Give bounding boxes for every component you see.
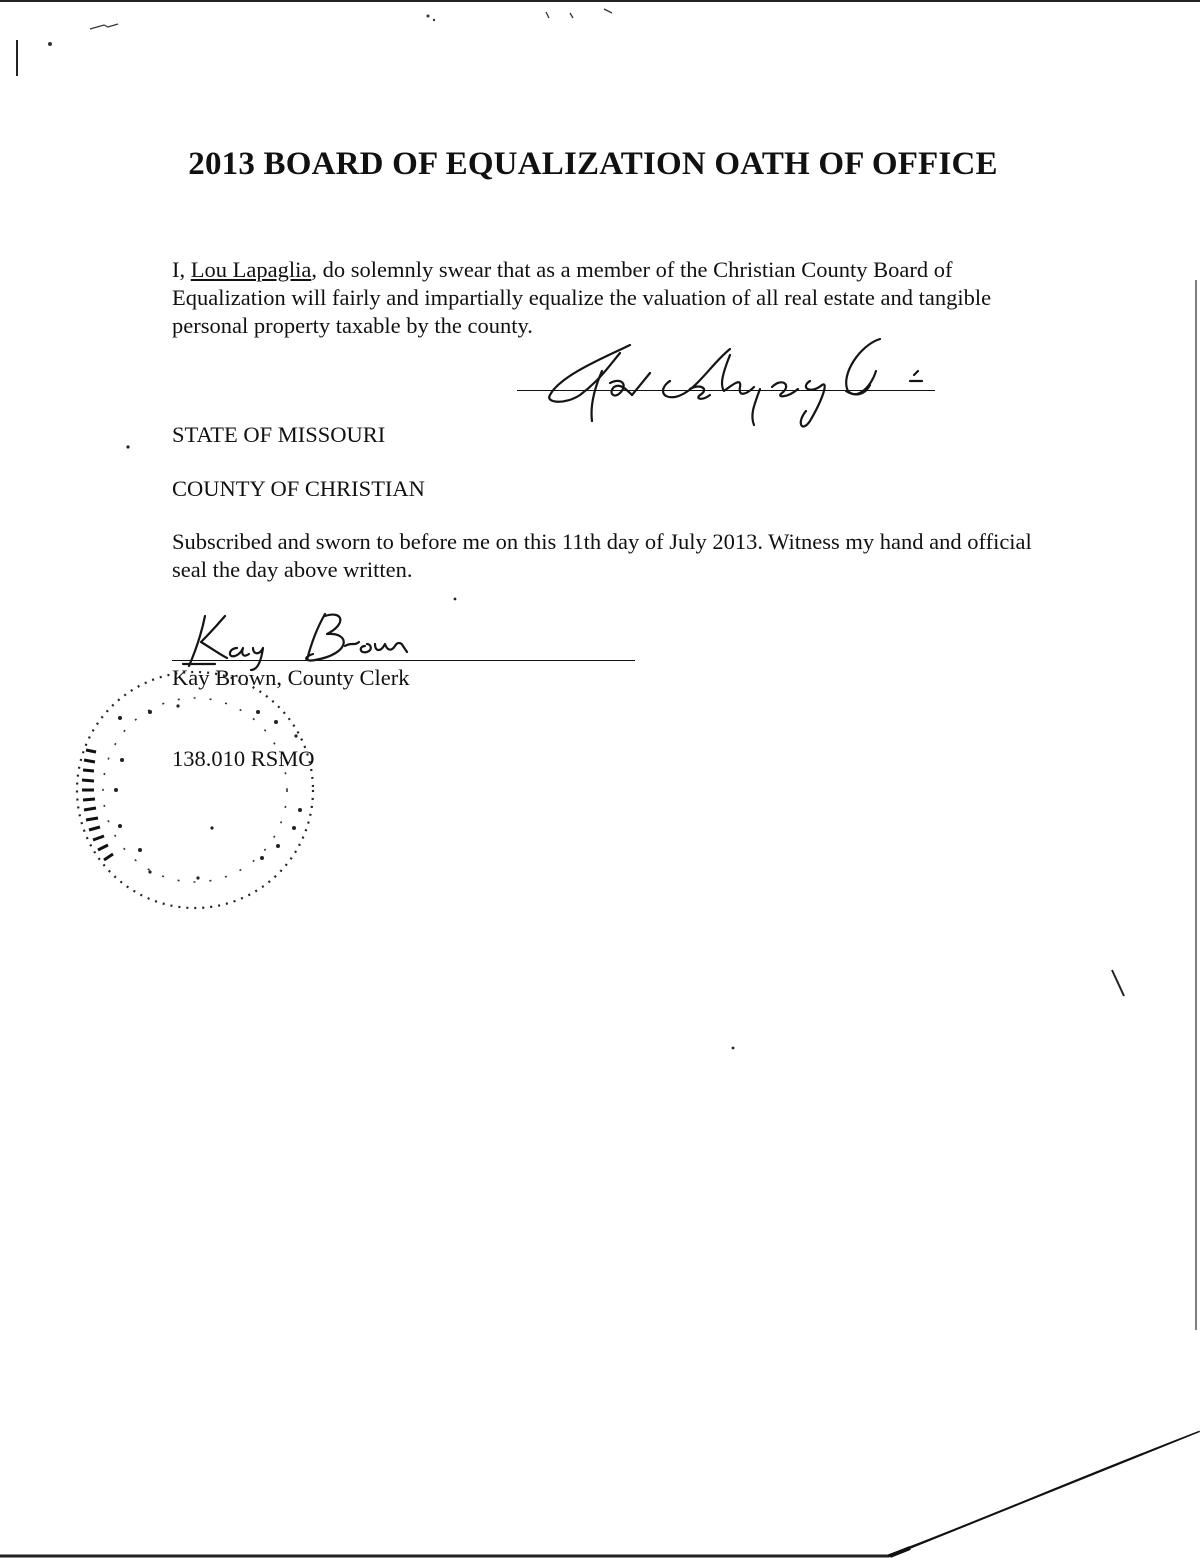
clerk-caption: Kay Brown, County Clerk <box>172 665 410 690</box>
oath-prefix: I, <box>172 257 191 282</box>
oath-body: , do solemnly swear that as a member of the Christian County Board of Equalization will fairly and impartially equalize the valuation of all real estate and tangible personal property taxable by the county. <box>172 257 992 338</box>
county-line: COUNTY OF CHRISTIAN <box>172 476 425 501</box>
document-title: 2013 BOARD OF EQUALIZATION OATH OF OFFICE <box>188 146 998 182</box>
member-signature <box>510 325 950 435</box>
state-line: STATE OF MISSOURI <box>172 422 386 447</box>
sworn-statement: Subscribed and sworn to before me on this 11th day of July 2013. Witness my hand and official seal the day above written. <box>172 529 1032 582</box>
statute-reference: 138.010 RSMO <box>172 746 315 771</box>
member-name: Lou Lapaglia <box>190 257 312 282</box>
